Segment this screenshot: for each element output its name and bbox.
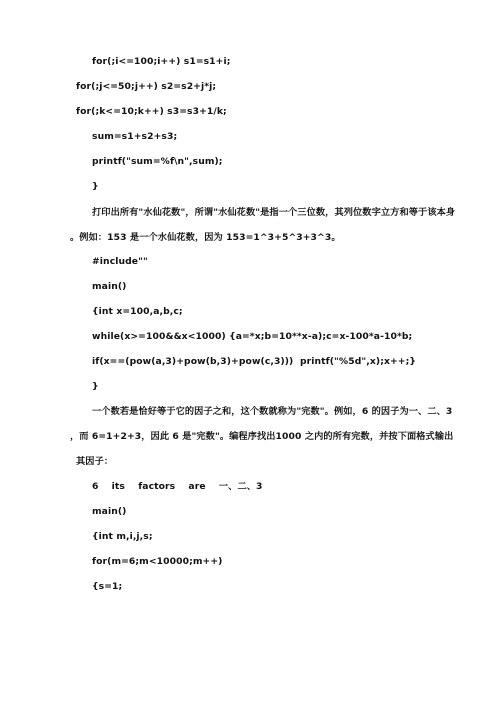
code-line: main() (92, 281, 127, 292)
code-line: #include"" (92, 256, 148, 267)
code-line: for(m=6;m<10000;m++) (92, 556, 223, 567)
code-line: for(;k<=10;k++) s3=s3+1/k; (76, 106, 227, 117)
code-line: } (92, 381, 99, 392)
code-line: sum=s1+s2+s3; (92, 131, 178, 142)
paragraph-line: 。例如：153 是一个水仙花数，因为 153=1^3+5^3+3^3。 (70, 232, 341, 243)
paragraph-line: ，而 6=1+2+3，因此 6 是"完数"。编程序找出1000 之内的所有完数，并按下面格式输出 (70, 431, 454, 442)
paragraph-line: 一个数若是恰好等于它的因子之和，这个数就称为"完数"。例如，6 的因子为一、二、3 (92, 406, 453, 417)
code-line: 6 its factors are 一、二、3 (92, 481, 263, 492)
code-line: {s=1; (92, 581, 123, 592)
code-line: if(x==(pow(a,3)+pow(b,3)+pow(c,3))) printf("%5d",x);x++;} (92, 356, 417, 367)
code-line: main() (92, 506, 127, 517)
paragraph-line: 打印出所有"水仙花数"，所谓"水仙花数"是指一个三位数，其列位数字立方和等于该本身 (92, 207, 456, 218)
code-line: } (92, 181, 99, 192)
paragraph-line: 其因子： (76, 456, 114, 467)
code-line: for(;j<=50;j++) s2=s2+j*j; (76, 81, 217, 92)
code-line: {int m,i,j,s; (92, 531, 153, 542)
code-line: while(x>=100&&x<1000) {a=*x;b=10**x-a);c=x-100*a-10*b; (92, 331, 413, 342)
code-line: for(;i<=100;i++) s1=s1+i; (92, 56, 231, 67)
code-line: {int x=100,a,b,c; (92, 306, 183, 317)
code-line: printf("sum=%f\n",sum); (92, 156, 223, 167)
